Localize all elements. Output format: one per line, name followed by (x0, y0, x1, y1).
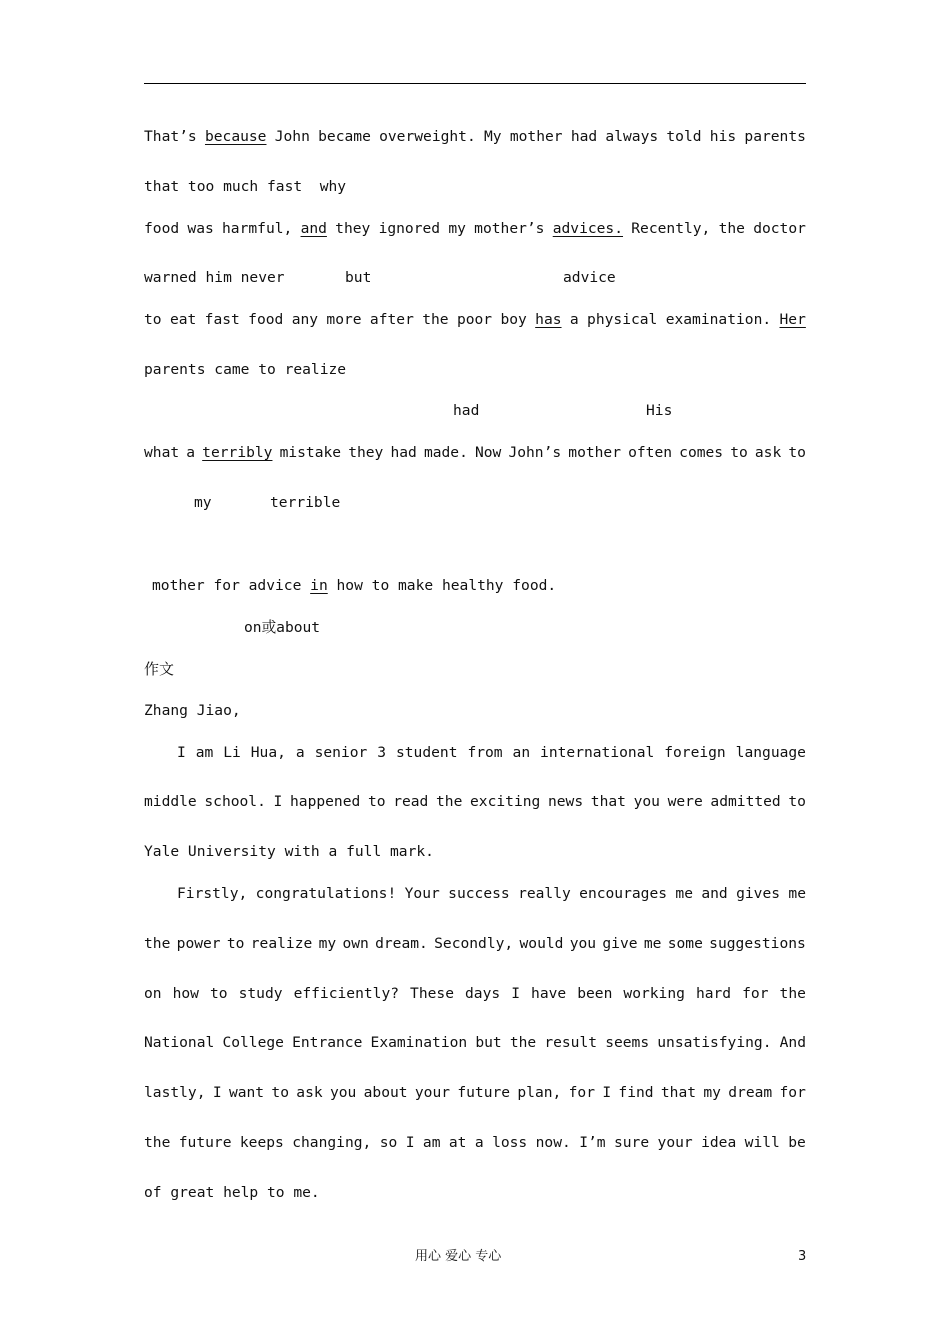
passage-line-2: food was harmful, and they ignored my mother’s advices. Recently, the doctor (144, 220, 806, 237)
salutation: Zhang Jiao, (144, 702, 241, 719)
page-number: 3 (798, 1249, 807, 1264)
correction-word: but (345, 269, 372, 286)
correction-word: terrible (270, 494, 341, 511)
essay-line: lastly, I want to ask you about your future plan, for I find that my dream for (144, 1084, 806, 1101)
essay-line: of great help to me. (144, 1184, 320, 1201)
passage-line-5: mother for advice in how to make healthy food. (152, 577, 557, 594)
passage-line-3: to eat fast food any more after the poor boy has a physical examination. Her (144, 311, 806, 328)
essay-line: I am Li Hua, a senior 3 student from an international foreign language (177, 744, 806, 761)
header-rule (144, 83, 806, 84)
correction-text: parents came to realize (144, 361, 347, 378)
correction-word: His (646, 402, 673, 419)
essay-line: Firstly, congratulations! Your success really encourages me and gives me (177, 885, 806, 902)
section-heading: 作文 (144, 660, 175, 678)
correction-line-1: that too much fast why (144, 178, 347, 195)
passage-line-4: what a terribly mistake they had made. Now John’s mother often comes to ask to (144, 444, 806, 461)
correction-word: advice (563, 269, 616, 286)
error-word: because (204, 128, 267, 145)
correction-word: had (453, 402, 480, 419)
error-word: Her (779, 311, 806, 328)
error-word: has (535, 311, 562, 328)
error-word: in (310, 577, 328, 594)
error-word: terribly (202, 444, 273, 461)
correction-text: warned him never (144, 269, 285, 286)
footer-slogan: 用心 爱心 专心 (415, 1249, 502, 1264)
passage-line-1: That’s because John became overweight. My mother had always told his parents (144, 128, 806, 145)
correction-word: on或about (244, 619, 321, 636)
essay-line: on how to study efficiently? These days I have been working hard for the (144, 985, 806, 1002)
error-word: and (300, 220, 327, 237)
correction-word: my (194, 494, 212, 511)
essay-line: National College Entrance Examination but the result seems unsatisfying. And (144, 1034, 806, 1051)
essay-line: the power to realize my own dream. Secondly, would you give me some suggestions (144, 935, 806, 952)
essay-line: middle school. I happened to read the exciting news that you were admitted to (144, 793, 806, 810)
error-word: advices. (552, 220, 624, 237)
essay-line: the future keeps changing, so I am at a loss now. I’m sure your idea will be (144, 1134, 806, 1151)
essay-line: Yale University with a full mark. (144, 843, 434, 860)
